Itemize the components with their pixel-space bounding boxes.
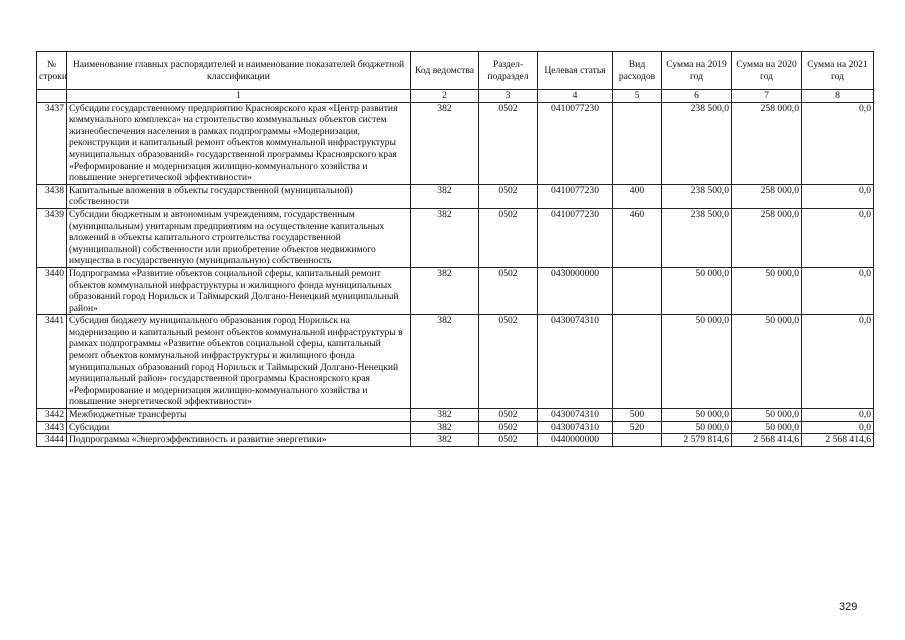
row-sum-2020: 2 568 414,6 bbox=[732, 434, 802, 447]
row-sum-2019: 238 500,0 bbox=[662, 208, 732, 267]
row-sum-2019: 238 500,0 bbox=[662, 184, 732, 208]
row-sum-2021: 2 568 414,6 bbox=[802, 434, 874, 447]
row-name: Межбюджетные трансферты bbox=[67, 409, 411, 422]
table-row bbox=[37, 102, 874, 184]
colnum-6: 6 bbox=[662, 90, 732, 103]
row-name: Субсидии бюджетным и автономным учреждениям, государственным (муниципальным) унитарным предприятиям на осуществление капитальных вложений в объекты капитального строительства государственной (муниципальной) собственности или приобретение объектов недвижимого имущества в государственную (муниципальную) собственность bbox=[67, 208, 411, 267]
row-vid bbox=[613, 434, 662, 447]
table-row bbox=[37, 184, 874, 208]
header-razdel: Раздел-подраздел bbox=[479, 52, 538, 90]
row-razdel: 0502 bbox=[479, 315, 538, 409]
colnum-3: 3 bbox=[479, 90, 538, 103]
page-number: 329 bbox=[839, 601, 858, 613]
row-name: Подпрограмма «Энергоэффективность и развитие энергетики» bbox=[67, 434, 411, 447]
row-celevaya: 0430074310 bbox=[538, 421, 613, 434]
row-razdel: 0502 bbox=[479, 102, 538, 184]
row-sum-2020: 50 000,0 bbox=[732, 267, 802, 314]
row-sum-2021: 0,0 bbox=[802, 421, 874, 434]
colnum-5: 5 bbox=[613, 90, 662, 103]
row-vid bbox=[613, 267, 662, 314]
row-kod: 382 bbox=[411, 434, 479, 447]
header-sum-2020: Сумма на 2020 год bbox=[732, 52, 802, 90]
header-celevaya: Целевая статья bbox=[538, 52, 613, 90]
row-sum-2021: 0,0 bbox=[802, 208, 874, 267]
row-razdel: 0502 bbox=[479, 434, 538, 447]
colnum-1: 1 bbox=[67, 90, 411, 103]
row-sum-2021: 0,0 bbox=[802, 267, 874, 314]
row-num: 3439 bbox=[37, 208, 67, 267]
row-vid: 400 bbox=[613, 184, 662, 208]
row-kod: 382 bbox=[411, 184, 479, 208]
row-sum-2019: 50 000,0 bbox=[662, 267, 732, 314]
header-kod: Код ведомства bbox=[411, 52, 479, 90]
row-sum-2019: 50 000,0 bbox=[662, 409, 732, 422]
row-sum-2019: 50 000,0 bbox=[662, 421, 732, 434]
row-kod: 382 bbox=[411, 421, 479, 434]
colnum-7: 7 bbox=[732, 90, 802, 103]
row-sum-2020: 50 000,0 bbox=[732, 315, 802, 409]
colnum-4: 4 bbox=[538, 90, 613, 103]
row-razdel: 0502 bbox=[479, 208, 538, 267]
table-row bbox=[37, 267, 874, 314]
row-celevaya: 0430000000 bbox=[538, 267, 613, 314]
row-name: Субсидии государственному предприятию Красноярского края «Центр развития коммунального комплекса» на строительство коммунальных объектов систем жизнеобеспечения населения в рамках подпрограммы «Модернизация, реконструкция и капитальный ремонт объектов коммунальной инфраструктуры муниципальных образований» государственной программы Красноярского края «Реформирование и модернизация жилищно-коммунального хозяйства и повышение энергетической эффективности» bbox=[67, 102, 411, 184]
row-vid bbox=[613, 102, 662, 184]
header-vid: Вид расходов bbox=[613, 52, 662, 90]
colnum-2: 2 bbox=[411, 90, 479, 103]
row-kod: 382 bbox=[411, 208, 479, 267]
row-sum-2019: 238 500,0 bbox=[662, 102, 732, 184]
row-name: Субсидия бюджету муниципального образования город Норильск на модернизацию и капитальный ремонт объектов коммунальной инфраструктуры в рамках подпрограммы «Развитие объектов социальной сферы, капитальный ремонт объектов коммунальной инфраструктуры и жилищного фонда муниципальных образований город Норильск и Таймырский Долгано-Ненецкий муниципальный район» государственной программы Красноярского края «Реформирование и модернизация жилищно-коммунального хозяйства и повышение энергетической эффективности» bbox=[67, 315, 411, 409]
row-sum-2020: 50 000,0 bbox=[732, 421, 802, 434]
row-name: Капитальные вложения в объекты государственной (муниципальной) собственности bbox=[67, 184, 411, 208]
row-kod: 382 bbox=[411, 267, 479, 314]
row-num: 3442 bbox=[37, 409, 67, 422]
row-sum-2021: 0,0 bbox=[802, 184, 874, 208]
colnum-empty bbox=[37, 90, 67, 103]
row-sum-2019: 2 579 814,6 bbox=[662, 434, 732, 447]
row-name: Субсидии bbox=[67, 421, 411, 434]
table-row bbox=[37, 315, 874, 409]
row-vid bbox=[613, 315, 662, 409]
header-sum-2021: Сумма на 2021 год bbox=[802, 52, 874, 90]
row-kod: 382 bbox=[411, 102, 479, 184]
row-vid: 520 bbox=[613, 421, 662, 434]
row-razdel: 0502 bbox=[479, 409, 538, 422]
row-celevaya: 0440000000 bbox=[538, 434, 613, 447]
row-celevaya: 0410077230 bbox=[538, 208, 613, 267]
row-sum-2020: 50 000,0 bbox=[732, 409, 802, 422]
header-row bbox=[37, 52, 874, 90]
row-razdel: 0502 bbox=[479, 184, 538, 208]
colnum-8: 8 bbox=[802, 90, 874, 103]
row-sum-2019: 50 000,0 bbox=[662, 315, 732, 409]
row-razdel: 0502 bbox=[479, 267, 538, 314]
table-row bbox=[37, 208, 874, 267]
row-sum-2021: 0,0 bbox=[802, 102, 874, 184]
row-name: Подпрограмма «Развитие объектов социальной сферы, капитальный ремонт объектов коммунальной инфраструктуры и жилищного фонда муниципальных образований город Норильск и Таймырский Долгано-Ненецкий муниципальный район» bbox=[67, 267, 411, 314]
row-vid: 460 bbox=[613, 208, 662, 267]
row-celevaya: 0410077230 bbox=[538, 184, 613, 208]
row-kod: 382 bbox=[411, 409, 479, 422]
row-sum-2021: 0,0 bbox=[802, 315, 874, 409]
row-razdel: 0502 bbox=[479, 421, 538, 434]
table-row bbox=[37, 421, 874, 434]
row-vid: 500 bbox=[613, 409, 662, 422]
row-celevaya: 0430074310 bbox=[538, 315, 613, 409]
row-num: 3444 bbox=[37, 434, 67, 447]
header-num: № строки bbox=[37, 52, 67, 90]
row-sum-2020: 258 000,0 bbox=[732, 102, 802, 184]
header-sum-2019: Сумма на 2019 год bbox=[662, 52, 732, 90]
row-celevaya: 0430074310 bbox=[538, 409, 613, 422]
row-kod: 382 bbox=[411, 315, 479, 409]
header-name: Наименование главных распорядителей и наименование показателей бюджетной классификации bbox=[67, 52, 411, 90]
row-sum-2021: 0,0 bbox=[802, 409, 874, 422]
row-num: 3438 bbox=[37, 184, 67, 208]
table-row bbox=[37, 409, 874, 422]
row-sum-2020: 258 000,0 bbox=[732, 184, 802, 208]
row-celevaya: 0410077230 bbox=[538, 102, 613, 184]
row-num: 3443 bbox=[37, 421, 67, 434]
budget-table bbox=[36, 51, 874, 447]
row-num: 3440 bbox=[37, 267, 67, 314]
table-row bbox=[37, 434, 874, 447]
column-number-row bbox=[37, 90, 874, 103]
row-sum-2020: 258 000,0 bbox=[732, 208, 802, 267]
row-num: 3437 bbox=[37, 102, 67, 184]
row-num: 3441 bbox=[37, 315, 67, 409]
